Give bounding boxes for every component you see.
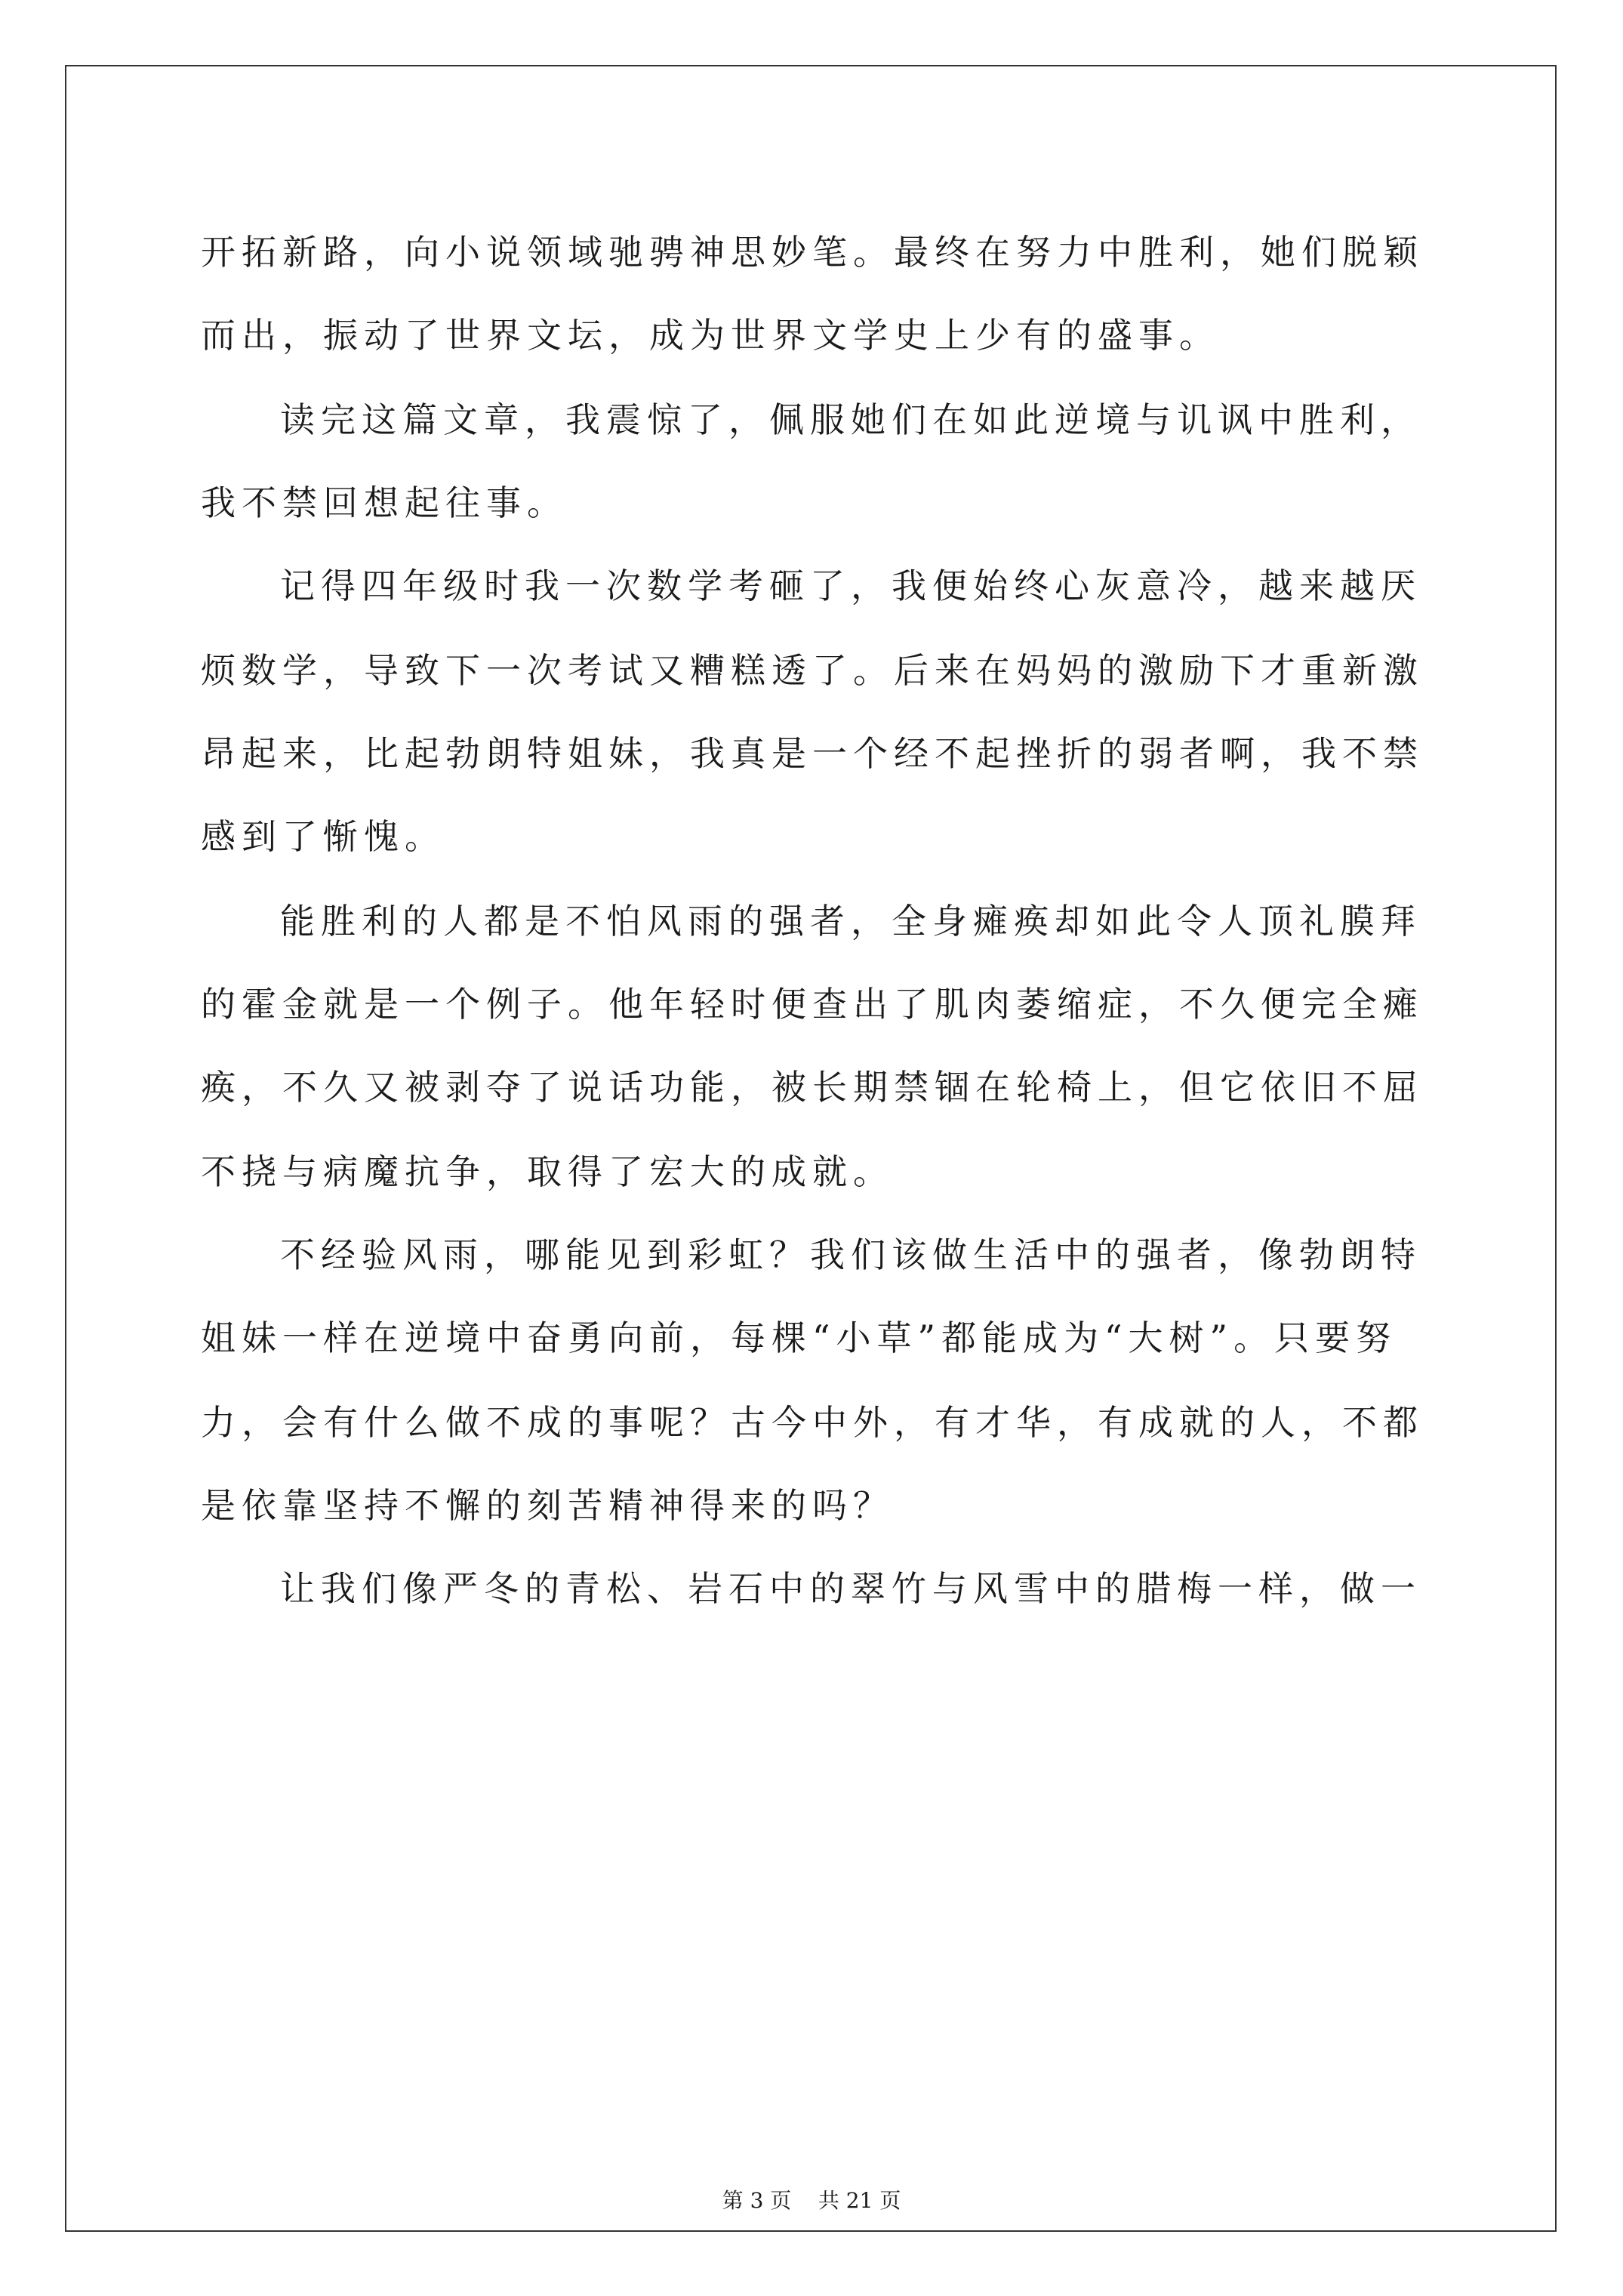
text-line: 开拓新路，向小说领域驰骋神思妙笔。最终在努力中胜利，她们脱颖 [201,232,1424,273]
text-line: 昂起来，比起勃朗特姐妹，我真是一个经不起挫折的弱者啊，我不禁 [201,733,1424,774]
text-line: 我不禁回想起往事。 [201,482,568,523]
paragraph-first-line: 让我们像严冬的青松、岩石中的翠竹与风雪中的腊梅一样，做一 [280,1568,1421,1609]
paragraph-first-line: 能胜利的人都是不怕风雨的强者，全身瘫痪却如此令人顶礼膜拜 [280,901,1421,942]
text-line: 而出，振动了世界文坛，成为世界文学史上少有的盛事。 [201,315,1220,356]
text-line: 烦数学，导致下一次考试又糟糕透了。后来在妈妈的激励下才重新激 [201,650,1424,691]
paragraph-first-line: 读完这篇文章，我震惊了，佩服她们在如此逆境与讥讽中胜利， [280,399,1421,440]
text-line: 的霍金就是一个例子。他年轻时便查出了肌肉萎缩症，不久便完全瘫 [201,984,1424,1025]
text-line: 不挠与病魔抗争，取得了宏大的成就。 [201,1151,894,1192]
text-line: 是依靠坚持不懈的刻苦精神得来的吗？ [201,1485,894,1526]
paragraph-first-line: 不经验风雨，哪能见到彩虹？我们该做生活中的强者，像勃朗特 [280,1234,1421,1275]
page-number-footer: 第 3 页 共 21 页 [722,2188,901,2213]
text-line: 力，会有什么做不成的事呢？古今中外，有才华，有成就的人，不都 [201,1402,1424,1443]
paragraph-first-line: 记得四年级时我一次数学考砸了，我便始终心灰意冷，越来越厌 [280,566,1421,606]
text-line: 痪，不久又被剥夺了说话功能，被长期禁锢在轮椅上，但它依旧不屈 [201,1067,1424,1108]
text-line: 感到了惭愧。 [201,816,445,857]
text-line: 姐妹一样在逆境中奋勇向前，每棵“小草”都能成为“大树”。只要努 [201,1318,1397,1358]
